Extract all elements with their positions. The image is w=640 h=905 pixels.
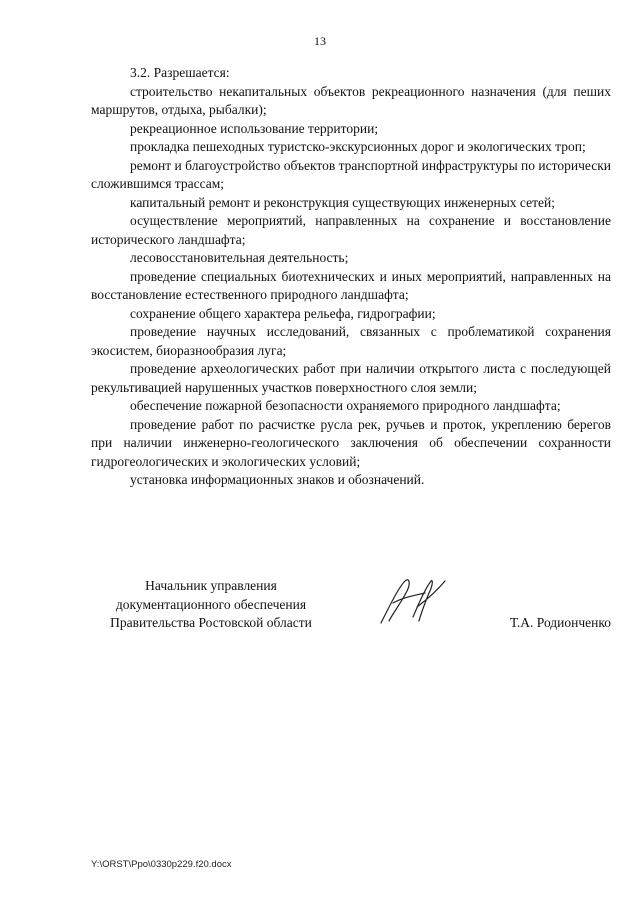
list-item: обеспечение пожарной безопасности охраняемого природного ландшафта;: [130, 398, 561, 413]
signatory-title-line: Правительства Ростовской области: [110, 615, 312, 630]
list-item: проведение специальных биотехнических и иных мероприятий, направленных на восстановление естественного природного ландшафта;: [91, 268, 611, 302]
document-body: [91, 64, 611, 490]
signatory-title-line: документационного обеспечения: [115, 596, 307, 612]
list-item: осуществление мероприятий, направленных на сохранение и восстановление исторического ландшафта;: [91, 213, 611, 247]
list-item: проведение научных исследований, связанных с проблематикой сохранения экосистем, биоразнообразия луга;: [91, 324, 611, 358]
signatory-name: Т.А. Родионченко: [510, 615, 611, 630]
file-path-footer: Y:\ORST\Ppo\0330p229.f20.docx: [91, 859, 232, 870]
page-number: 13: [314, 34, 326, 48]
list-item: прокладка пешеходных туристско-экскурсионных дорог и экологических троп;: [130, 139, 586, 154]
list-item: лесовосстановительная деятельность;: [130, 250, 349, 265]
section-heading: 3.2. Разрешается:: [130, 65, 230, 80]
signatory-title-line: Начальник управления: [145, 578, 277, 593]
list-item: проведение работ по расчистке русла рек, ручьев и проток, укреплению берегов при наличии инженерно-геологического заключения об обеспечении сохранности гидрогеологических и экологических условий;: [91, 416, 611, 469]
list-item: установка информационных знаков и обозначений.: [130, 472, 425, 487]
list-item: ремонт и благоустройство объектов транспортной инфраструктуры по исторически сложившимся трассам;: [91, 157, 611, 191]
signatory-title: [91, 577, 331, 633]
signature-block: [91, 577, 611, 647]
list-item: строительство некапитальных объектов рекреационного назначения (для пеших маршрутов, отдыха, рыбалки);: [91, 83, 611, 117]
list-item: капитальный ремонт и реконструкция существующих инженерных сетей;: [130, 194, 555, 210]
list-item: сохранение общего характера рельефа, гидрографии;: [130, 305, 436, 321]
list-item: проведение археологических работ при наличии открытого листа с последующей рекультивацией нарушенных участков поверхностного слоя земли;: [91, 361, 611, 395]
list-item: рекреационное использование территории;: [130, 120, 379, 136]
handwritten-signature: [373, 573, 453, 633]
